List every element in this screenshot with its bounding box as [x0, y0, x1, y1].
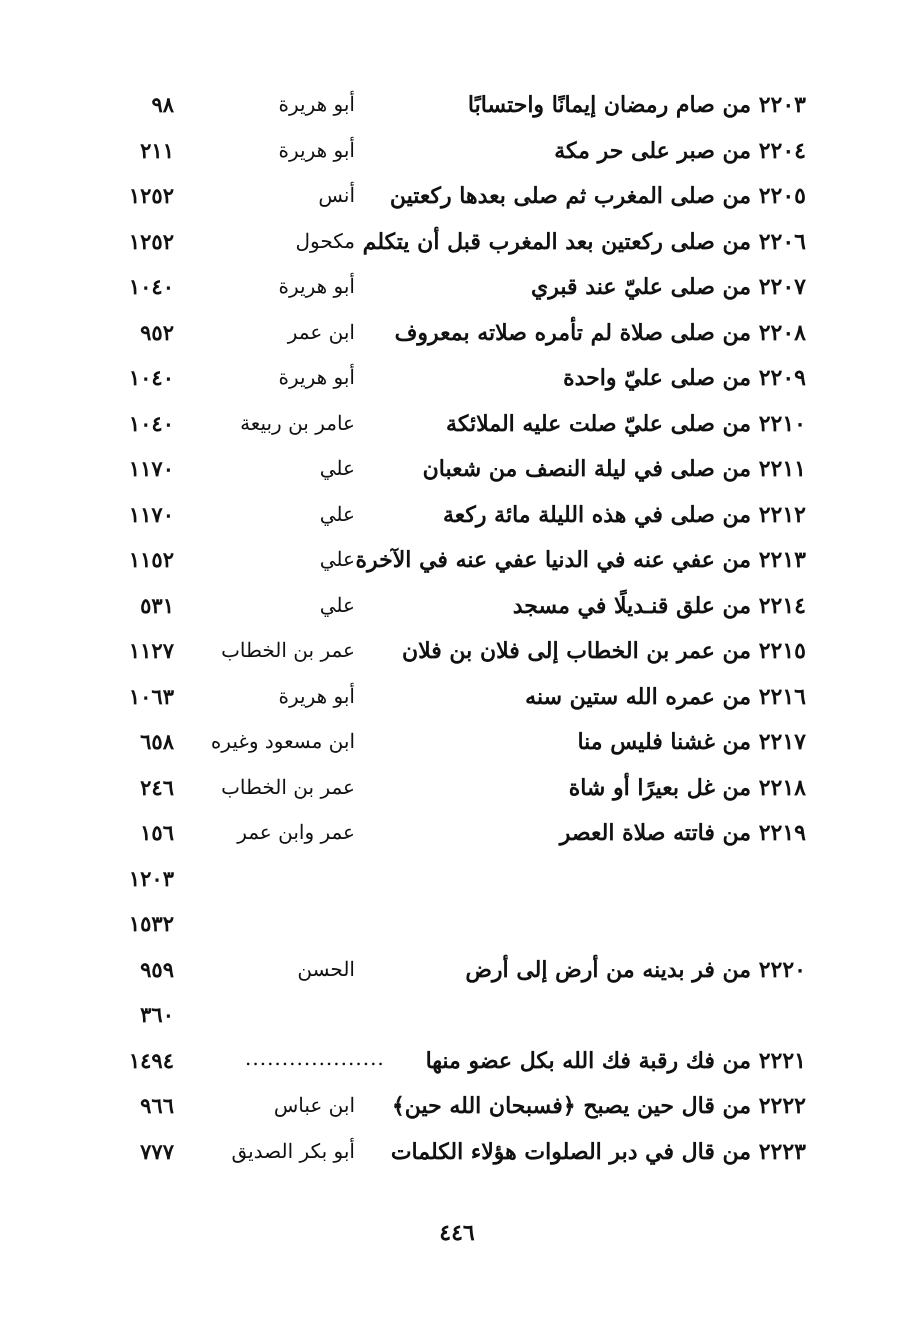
- index-entry: [0, 223, 914, 269]
- narrator: أبو هريرة: [278, 365, 355, 389]
- entry-number: ٢٢٠٥: [758, 183, 806, 209]
- entry-number: ٢٢٠٧: [758, 274, 806, 300]
- hadith-text: [465, 957, 806, 983]
- narrator: علي: [319, 547, 355, 571]
- hadith-text: [560, 820, 806, 846]
- entry-number: ٢٢١٥: [758, 638, 806, 664]
- hadith-text: [391, 1139, 806, 1165]
- entry-number: ٢٢١٤: [758, 592, 806, 619]
- narrator: الحسن: [297, 956, 355, 981]
- hadith-opening: من صلى عليّ صلت عليه الملائكة: [446, 410, 752, 437]
- index-entry: [0, 1042, 914, 1088]
- narrator: أنس: [318, 183, 355, 207]
- page-reference: ٧٧٧: [140, 1138, 174, 1164]
- narrator: أبو هريرة: [278, 274, 355, 298]
- hadith-text: [446, 411, 806, 437]
- hadith-text: [569, 775, 806, 801]
- entry-number: ٢٢١١: [758, 456, 806, 482]
- narrator: ابن مسعود وغيره: [210, 729, 355, 753]
- page-reference: ٣٦٠: [140, 1002, 174, 1027]
- hadith-text: [392, 1093, 806, 1119]
- index-entry: [0, 314, 914, 360]
- hadith-opening: من غشنا فليس منا: [577, 729, 752, 755]
- dot-leader: ...................: [245, 1045, 385, 1070]
- entry-number: ٢٢٠٤: [758, 137, 806, 164]
- page-reference: ٢٤٦: [140, 774, 174, 800]
- hadith-opening: من صلى عليّ عند قبري: [531, 274, 752, 300]
- entry-number: ٢٢٢٠: [758, 956, 806, 983]
- index-entry: [0, 587, 914, 633]
- hadith-text: [402, 638, 806, 664]
- entry-number: ٢٢١٣: [758, 547, 806, 573]
- narrator: عمر وابن عمر: [237, 820, 355, 844]
- page-reference: ١٤٩٤: [128, 1047, 174, 1073]
- hadith-text: [513, 593, 806, 619]
- hadith-text: [554, 138, 806, 164]
- index-entry: [0, 1133, 914, 1179]
- index-entry: [0, 769, 914, 815]
- narrator: علي: [319, 592, 355, 617]
- narrator: عمر بن الخطاب: [221, 638, 355, 662]
- index-entry: [0, 1087, 914, 1133]
- narrator: علي: [319, 456, 355, 480]
- entry-number: ٢٢١٧: [758, 729, 806, 755]
- page-reference: ١٠٦٣: [128, 683, 174, 709]
- index-entry-extra-page: [0, 996, 914, 1042]
- page-reference: ١٠٤٠: [128, 274, 174, 299]
- entry-number: ٢٢١٨: [758, 774, 806, 801]
- index-entry: [0, 132, 914, 178]
- entry-number: ٢٢٢٢: [758, 1093, 806, 1119]
- narrator: أبو هريرة: [278, 137, 355, 162]
- hadith-text: [395, 320, 806, 346]
- page-number: ٤٤٦: [439, 1220, 475, 1246]
- index-entry: [0, 359, 914, 405]
- entry-number: ٢٢٢٣: [758, 1138, 806, 1165]
- hadith-opening: من فر بدينه من أرض إلى أرض: [465, 956, 752, 983]
- index-entry: [0, 678, 914, 724]
- entry-number: ٢٢١٠: [758, 410, 806, 437]
- hadith-opening: من صلى صلاة لم تأمره صلاته بمعروف: [394, 319, 752, 346]
- index-entry: [0, 632, 914, 678]
- narrator: مكحول: [295, 228, 355, 253]
- hadith-text: [423, 456, 806, 482]
- page-reference: ١١٥٢: [128, 547, 174, 572]
- page-reference: ٩٦٦: [140, 1093, 174, 1118]
- entry-number: ٢٢٢١: [758, 1047, 806, 1074]
- page-reference: ٢١١: [140, 137, 174, 163]
- hadith-opening: من صام رمضان إيمانًا واحتسابًا: [467, 92, 752, 118]
- hadith-opening: من صلى عليّ واحدة: [563, 365, 752, 391]
- hadith-opening: من عفي عنه في الدنيا عفي عنه في الآخرة: [355, 547, 752, 573]
- entry-number: ٢٢١٢: [758, 501, 806, 528]
- page-reference: ١١٢٧: [128, 638, 174, 663]
- index-entry-extra-page: [0, 860, 914, 906]
- hadith-text: [363, 229, 806, 255]
- narrator: علي: [319, 501, 355, 526]
- narrator: ابن عمر: [287, 319, 355, 344]
- narrator: أبو بكر الصديق: [231, 1138, 355, 1163]
- hadith-opening: من صلى المغرب ثم صلى بعدها ركعتين: [389, 183, 752, 209]
- hadith-text: [390, 183, 806, 209]
- hadith-opening: من عمر بن الخطاب إلى فلان بن فلان: [401, 638, 752, 664]
- page-reference: ١٢٠٣: [128, 865, 174, 891]
- page-reference: ٩٨: [151, 92, 174, 117]
- index-entry: [0, 951, 914, 997]
- hadith-opening: من غل بعيرًا أو شاة: [568, 774, 752, 801]
- hadith-opening: من فاتته صلاة العصر: [559, 820, 752, 846]
- narrator: أبو هريرة: [278, 683, 355, 708]
- index-entry: [0, 723, 914, 769]
- index-entry: [0, 86, 914, 132]
- hadith-text: [426, 1048, 806, 1074]
- narrator: أبو هريرة: [278, 92, 355, 116]
- hadith-opening: من قال في دبر الصلوات هؤلاء الكلمات: [390, 1138, 752, 1165]
- page-reference: ١٢٥٢: [128, 228, 174, 254]
- page-reference: ٩٥٢: [140, 319, 174, 345]
- narrator: عامر بن ربيعة: [240, 410, 355, 435]
- index-entry: [0, 177, 914, 223]
- hadith-text: [525, 684, 806, 710]
- hadith-text: [468, 92, 806, 118]
- hadith-text: [355, 547, 806, 573]
- narrator: ابن عباس: [273, 1093, 355, 1117]
- page-reference: ٦٥٨: [140, 729, 174, 754]
- index-entry: [0, 541, 914, 587]
- page-reference: ١١٧٠: [128, 456, 174, 481]
- hadith-opening: من علق قنـديلًا في مسجد: [512, 592, 752, 619]
- page-reference: ٥٣١: [140, 592, 174, 618]
- hadith-opening: من عمره الله ستين سنه: [525, 683, 752, 710]
- page-reference: ١١٧٠: [128, 501, 174, 527]
- entry-number: ٢٢٠٦: [758, 228, 806, 255]
- hadith-text: [443, 502, 806, 528]
- hadith-opening: من صلى في هذه الليلة مائة ركعة: [443, 501, 752, 528]
- page-reference: ١٥٣٢: [128, 911, 174, 936]
- hadith-text: [577, 729, 806, 755]
- hadith-opening: من فك رقبة فك الله بكل عضو منها: [425, 1047, 752, 1074]
- index-entry: [0, 268, 914, 314]
- hadith-opening: من صلى في ليلة النصف من شعبان: [422, 456, 752, 482]
- entry-number: ٢٢٠٩: [758, 365, 806, 391]
- hadith-opening: من صبر على حر مكة: [554, 137, 752, 164]
- index-entry: [0, 450, 914, 496]
- page-reference: ١٠٤٠: [128, 365, 174, 390]
- hadith-opening: من قال حين يصبح ﴿فسبحان الله حين﴾: [391, 1093, 752, 1119]
- page-reference: ١٢٥٢: [128, 183, 174, 208]
- hadith-opening: من صلى ركعتين بعد المغرب قبل أن يتكلم: [362, 228, 752, 255]
- index-entry: [0, 405, 914, 451]
- index-entry-extra-page: [0, 905, 914, 951]
- hadith-text: [563, 365, 806, 391]
- hadith-index-list: [0, 86, 914, 1178]
- index-entry: [0, 496, 914, 542]
- page-reference: ٩٥٩: [140, 956, 174, 982]
- page-reference: ١٥٦: [140, 820, 174, 845]
- entry-number: ٢٢٠٨: [758, 319, 806, 346]
- entry-number: ٢٢١٦: [758, 683, 806, 710]
- page-reference: ١٠٤٠: [128, 410, 174, 436]
- narrator: عمر بن الخطاب: [221, 774, 355, 799]
- index-entry: [0, 814, 914, 860]
- hadith-text: [531, 274, 806, 300]
- entry-number: ٢٢٠٣: [758, 92, 806, 118]
- entry-number: ٢٢١٩: [758, 820, 806, 846]
